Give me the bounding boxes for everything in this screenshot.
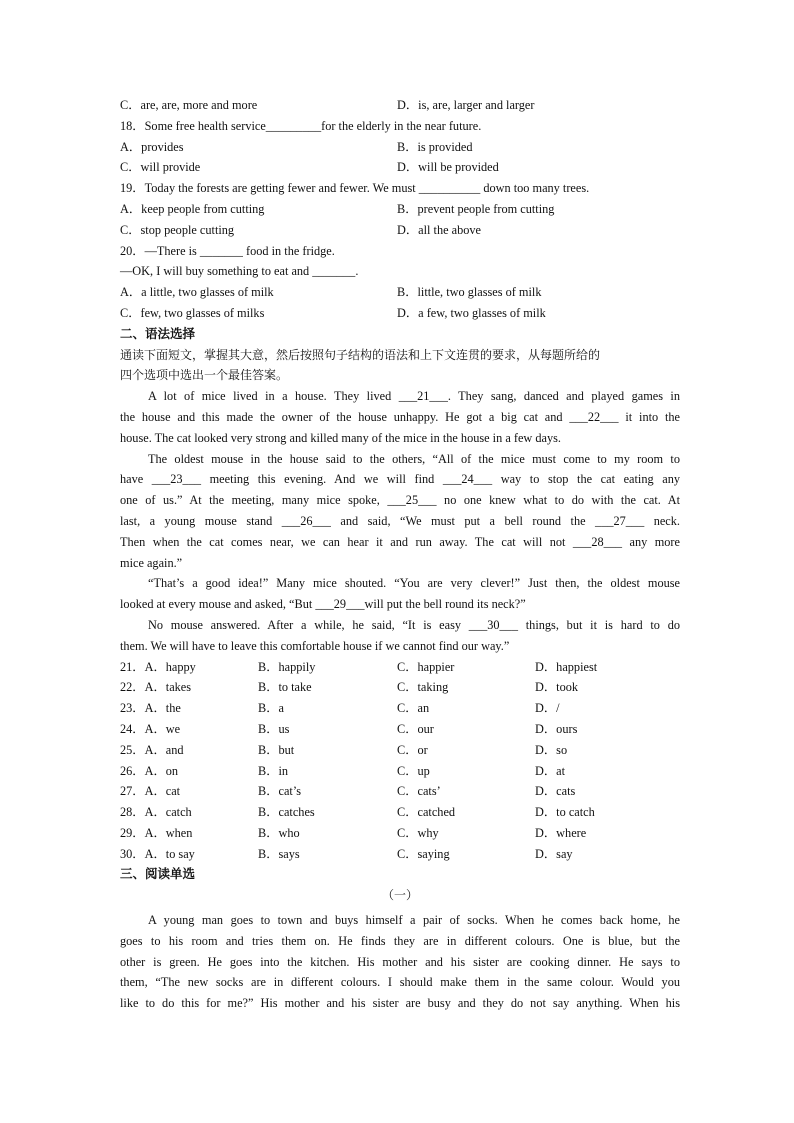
option-d: D．took	[535, 680, 579, 695]
option-d: D．ours	[535, 721, 578, 736]
option-a: 23．A．the	[120, 701, 181, 716]
q19-option-b: B．prevent people from cutting	[397, 201, 555, 216]
question-row-23	[120, 698, 680, 719]
q20-options-ab	[120, 282, 680, 303]
q20-stem-2: —OK, I will buy something to eat and _______.	[120, 264, 359, 279]
passage-line: them, “The new socks are in different colours. I should make them in the same colour. Would you	[120, 975, 680, 990]
q17-options-cd	[120, 95, 680, 116]
q18-option-c: C．will provide	[120, 160, 201, 175]
q19-options-ab	[120, 199, 680, 220]
q20-option-c: C．few, two glasses of milks	[120, 305, 265, 320]
q18-option-d: D．will be provided	[397, 160, 499, 175]
option-b: B．but	[258, 742, 295, 757]
q18-option-a: A．provides	[120, 139, 184, 154]
exam-page	[120, 95, 680, 1014]
q18-option-b: B．is provided	[397, 139, 473, 154]
q20-option-d: D．a few, two glasses of milk	[397, 305, 546, 320]
option-d: D．say	[535, 846, 573, 861]
passage-line: “That’s a good idea!” Many mice shouted. “You are very clever!” Just then, the oldest mouse	[148, 576, 680, 591]
option-a: 28．A．catch	[120, 805, 192, 820]
question-row-30	[120, 844, 680, 865]
section3-title: 三、阅读单选	[120, 866, 196, 882]
q19-option-a: A．keep people from cutting	[120, 201, 265, 216]
question-row-21	[120, 657, 680, 678]
question-row-25	[120, 740, 680, 761]
option-b: B．a	[258, 701, 284, 716]
q18-options-ab	[120, 137, 680, 158]
option-d: D．where	[535, 825, 587, 840]
option-d: D．at	[535, 763, 566, 778]
option-d: D．to catch	[535, 805, 595, 820]
option-d: D．so	[535, 742, 568, 757]
option-c: C．catched	[397, 805, 456, 820]
q20-options-cd	[120, 303, 680, 324]
option-b: B．who	[258, 825, 300, 840]
question-row-26	[120, 761, 680, 782]
option-c: C．why	[397, 825, 439, 840]
passage-line: Then when the cat comes near, we can hear it and run away. The cat will not ___28___ any more	[120, 534, 680, 549]
passage-line: them. We will have to leave this comfortable house if we cannot find our way.”	[120, 638, 510, 653]
q17-option-d: D．is, are, larger and larger	[397, 98, 535, 112]
q18-options-cd	[120, 157, 680, 178]
section3-passage	[120, 910, 680, 1014]
passage-line: the house and this made the owner of the house unhappy. He got a big cat and ___22___ it into the	[120, 409, 680, 424]
option-a: 22．A．takes	[120, 680, 192, 695]
q19-option-c: C．stop people cutting	[120, 222, 235, 237]
option-b: B．says	[258, 846, 300, 861]
option-c: C．an	[397, 701, 430, 716]
option-b: B．to take	[258, 680, 312, 695]
option-c: C．our	[397, 721, 434, 736]
option-c: C．taking	[397, 680, 449, 695]
q20-option-b: B．little, two glasses of milk	[397, 285, 542, 300]
passage-line: goes to his room and tries them on. He finds they are in different colours. One is blue, but the	[120, 933, 680, 948]
question-row-28	[120, 802, 680, 823]
option-a: 21．A．happy	[120, 659, 196, 674]
option-a: 25．A．and	[120, 742, 184, 757]
option-a: 27．A．cat	[120, 784, 181, 799]
passage-line: one of us.” At the meeting, many mice spoke, ___25___ no one knew what to do with the cat. At	[120, 493, 680, 508]
option-b: B．cat’s	[258, 784, 302, 799]
passage-line: house. The cat looked very strong and killed many of the mice in the house in a few days.	[120, 430, 561, 445]
passage-line: The oldest mouse in the house said to the others, “All of the mice must come to my room to	[148, 451, 680, 466]
section2-questions	[120, 657, 680, 865]
q19-stem: 19．Today the forests are getting fewer and fewer. We must __________ down too many trees.	[120, 181, 590, 196]
passage-line: other is green. He goes into the kitchen. His mother and his sister are cooking dinner. He says to	[120, 954, 680, 969]
option-a: 24．A．we	[120, 721, 181, 736]
option-c: C．saying	[397, 846, 450, 861]
option-b: B．us	[258, 721, 290, 736]
q20-option-a: A．a little, two glasses of milk	[120, 285, 274, 300]
q20-stem-1: 20．—There is _______ food in the fridge.	[120, 243, 335, 258]
passage-line: have ___23___ meeting this evening. And we will find ___24___ way to stop the cat eating any	[120, 472, 680, 487]
option-b: B．catches	[258, 805, 315, 820]
section3-subtitle: （一）	[381, 888, 418, 903]
option-c: C．or	[397, 742, 428, 757]
option-c: C．cats’	[397, 784, 441, 799]
section2-title: 二、语法选择	[120, 325, 196, 341]
question-row-29	[120, 823, 680, 844]
option-c: C．up	[397, 763, 430, 778]
question-row-24	[120, 719, 680, 740]
option-c: C．happier	[397, 659, 455, 674]
q19-option-d: D．all the above	[397, 222, 482, 237]
passage-line: looked at every mouse and asked, “But ___29___will put the bell round its neck?”	[120, 597, 526, 612]
option-d: D．happiest	[535, 659, 598, 674]
passage-line: A young man goes to town and buys himself a pair of socks. When he comes back home, he	[148, 913, 680, 928]
passage-line: mice again.”	[120, 555, 183, 570]
section2-instruction-1: 通读下面短文，掌握其大意，然后按照句子结构的语法和上下文连贯的要求，从每题所给的	[120, 347, 601, 362]
q18-stem: 18．Some free health service_________for the elderly in the near future.	[120, 118, 482, 133]
passage-line: A lot of mice lived in a house. They lived ___21___. They sang, danced and played games in	[148, 389, 680, 404]
passage-line: like to do this for me?” His mother and his sister are busy and they do not say anything. When his	[120, 996, 680, 1011]
option-d: D．/	[535, 701, 560, 716]
option-b: B．happily	[258, 659, 316, 674]
question-row-27	[120, 781, 680, 802]
option-a: 30．A．to say	[120, 846, 195, 861]
option-d: D．cats	[535, 784, 576, 799]
passage-line: No mouse answered. After a while, he said, “It is easy ___30___ things, but it is hard to do	[148, 617, 680, 632]
option-b: B．in	[258, 763, 289, 778]
q17-option-c: C．are, are, more and more	[120, 98, 258, 112]
option-a: 26．A．on	[120, 763, 179, 778]
q19-options-cd	[120, 220, 680, 241]
passage-line: last, a young mouse stand ___26___ and said, “We must put a bell round the ___27___ neck.	[120, 513, 680, 528]
question-row-22	[120, 677, 680, 698]
section2-passage	[120, 386, 680, 656]
option-a: 29．A．when	[120, 825, 193, 840]
section2-instruction-2: 四个选项中选出一个最佳答案。	[120, 368, 289, 383]
